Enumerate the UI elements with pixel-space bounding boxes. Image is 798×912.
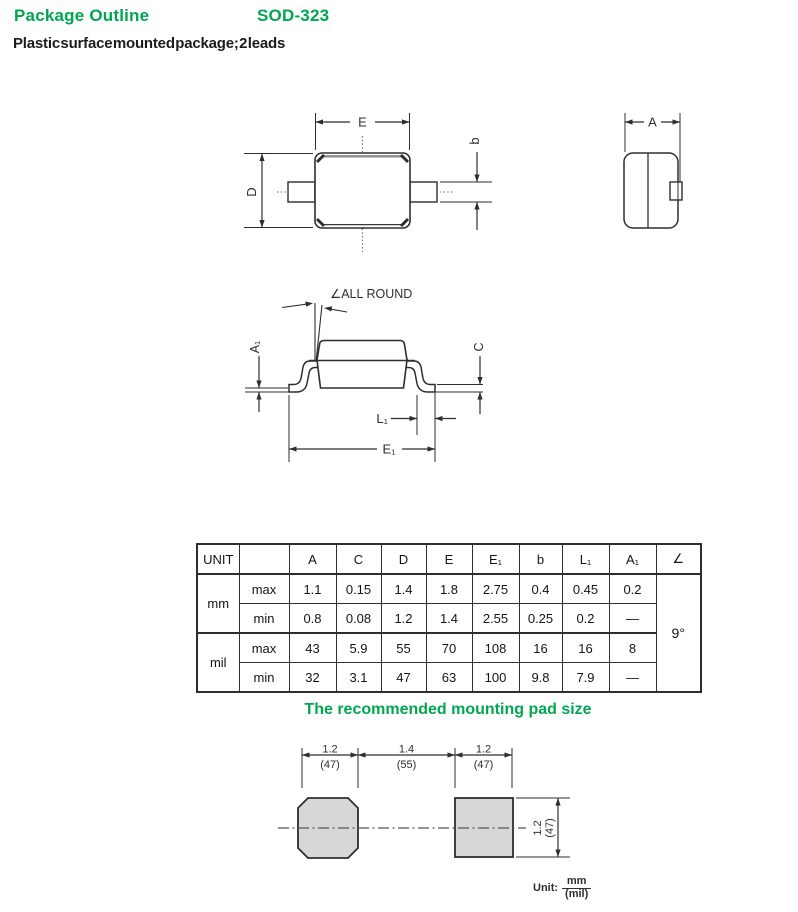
pad-dim-left-mil: (47): [320, 759, 340, 771]
cell: 0.2: [562, 604, 609, 634]
cell: 1.8: [426, 574, 472, 604]
pad-dim-left-mm: 1.2: [322, 743, 338, 756]
unit-numerator: mm: [566, 875, 587, 887]
cell: —: [609, 604, 656, 634]
cell: 16: [519, 633, 562, 663]
pad-dim-right-mm: 1.2: [475, 743, 492, 756]
all-round-label: ∠ALL ROUND: [330, 287, 413, 301]
cell: 1.4: [381, 574, 426, 604]
header-angle: ∠: [656, 544, 701, 574]
pad-dim-right-mil: (47): [473, 759, 494, 771]
header-A1: A₁: [609, 544, 656, 574]
cell: 108: [472, 633, 519, 663]
cell: 2.75: [472, 574, 519, 604]
unit-note: [533, 876, 591, 900]
unit-note-label: Unit:: [533, 882, 559, 895]
dim-label-b: b: [467, 137, 482, 145]
cell: 43: [289, 633, 336, 663]
cell: 0.45: [562, 574, 609, 604]
cell: 1.4: [426, 604, 472, 634]
page-title: Package Outline: [14, 6, 150, 25]
pad-dim-center-mil: (55): [396, 759, 417, 771]
dim-label-a1: A₁: [248, 340, 262, 354]
page-subtitle: Plastic surface mounted package; 2 leads: [13, 35, 286, 52]
unit-denominator: (mil): [562, 888, 591, 901]
cell: 1.2: [381, 604, 426, 634]
cell: 7.9: [562, 663, 609, 693]
header-E1: E₁: [472, 544, 519, 574]
cell: 32: [289, 663, 336, 693]
cell: 3.1: [336, 663, 381, 693]
header-E: E: [426, 544, 472, 574]
dim-label-c: C: [472, 342, 486, 352]
cell: 9.8: [519, 663, 562, 693]
gullwing-lead-left: [289, 361, 320, 392]
cell: 0.25: [519, 604, 562, 634]
dim-label-e: E: [358, 114, 367, 130]
dim-label-e1: E₁: [382, 441, 396, 457]
cell: 0.4: [519, 574, 562, 604]
mounting-pad-heading: The recommended mounting pad size: [304, 701, 592, 718]
angle-value: 9°: [656, 574, 701, 692]
dim-label-a: A: [648, 114, 657, 130]
header-b: b: [519, 544, 562, 574]
package-body-upper: [317, 341, 407, 361]
gullwing-lead-right: [404, 361, 435, 392]
unit-mm: mm: [197, 574, 239, 633]
limit-label: min: [239, 604, 289, 634]
table-row-mm-min: [197, 604, 701, 634]
cell: 0.2: [609, 574, 656, 604]
limit-label: max: [239, 633, 289, 663]
cell: 70: [426, 633, 472, 663]
package-body-top-view: [315, 153, 410, 228]
package-body-lower: [317, 360, 407, 388]
cell: 63: [426, 663, 472, 693]
header-unit: UNIT: [197, 544, 239, 574]
lead-left: [288, 182, 315, 202]
cell: 100: [472, 663, 519, 693]
cell: 1.1: [289, 574, 336, 604]
lead-right: [410, 182, 437, 202]
table-row-mil-max: [197, 633, 701, 663]
dimension-table: [196, 543, 702, 693]
cell: 55: [381, 633, 426, 663]
dim-label-d: D: [244, 187, 259, 197]
header-A: A: [289, 544, 336, 574]
lead-side-view: [670, 182, 682, 200]
mounting-pad-drawing: [270, 740, 600, 890]
header-D: D: [381, 544, 426, 574]
unit-mil: mil: [197, 633, 239, 692]
cell: 5.9: [336, 633, 381, 663]
cell: 47: [381, 663, 426, 693]
cell: 8: [609, 633, 656, 663]
table-header-row: [197, 544, 701, 574]
package-name: SOD-323: [257, 6, 330, 25]
cell: 16: [562, 633, 609, 663]
pad-dim-side-mm: 1.2: [532, 820, 544, 836]
top-view-drawing: [230, 100, 510, 260]
pad-dim-side-mil: (47): [544, 818, 556, 838]
cell: 0.08: [336, 604, 381, 634]
pad-dim-center-mm: 1.4: [398, 743, 415, 756]
table-row-mil-min: [197, 663, 701, 693]
limit-label: min: [239, 663, 289, 693]
table-row-mm-max: [197, 574, 701, 604]
header-L1: L₁: [562, 544, 609, 574]
limit-label: max: [239, 574, 289, 604]
cell: 0.15: [336, 574, 381, 604]
front-view-drawing: [230, 272, 510, 472]
header-C: C: [336, 544, 381, 574]
unit-fraction: [562, 876, 591, 900]
dim-label-l1: L₁: [376, 411, 388, 426]
header-blank: [239, 544, 289, 574]
cell: 0.8: [289, 604, 336, 634]
cell: —: [609, 663, 656, 693]
cell: 2.55: [472, 604, 519, 634]
side-view-drawing: [600, 100, 720, 260]
